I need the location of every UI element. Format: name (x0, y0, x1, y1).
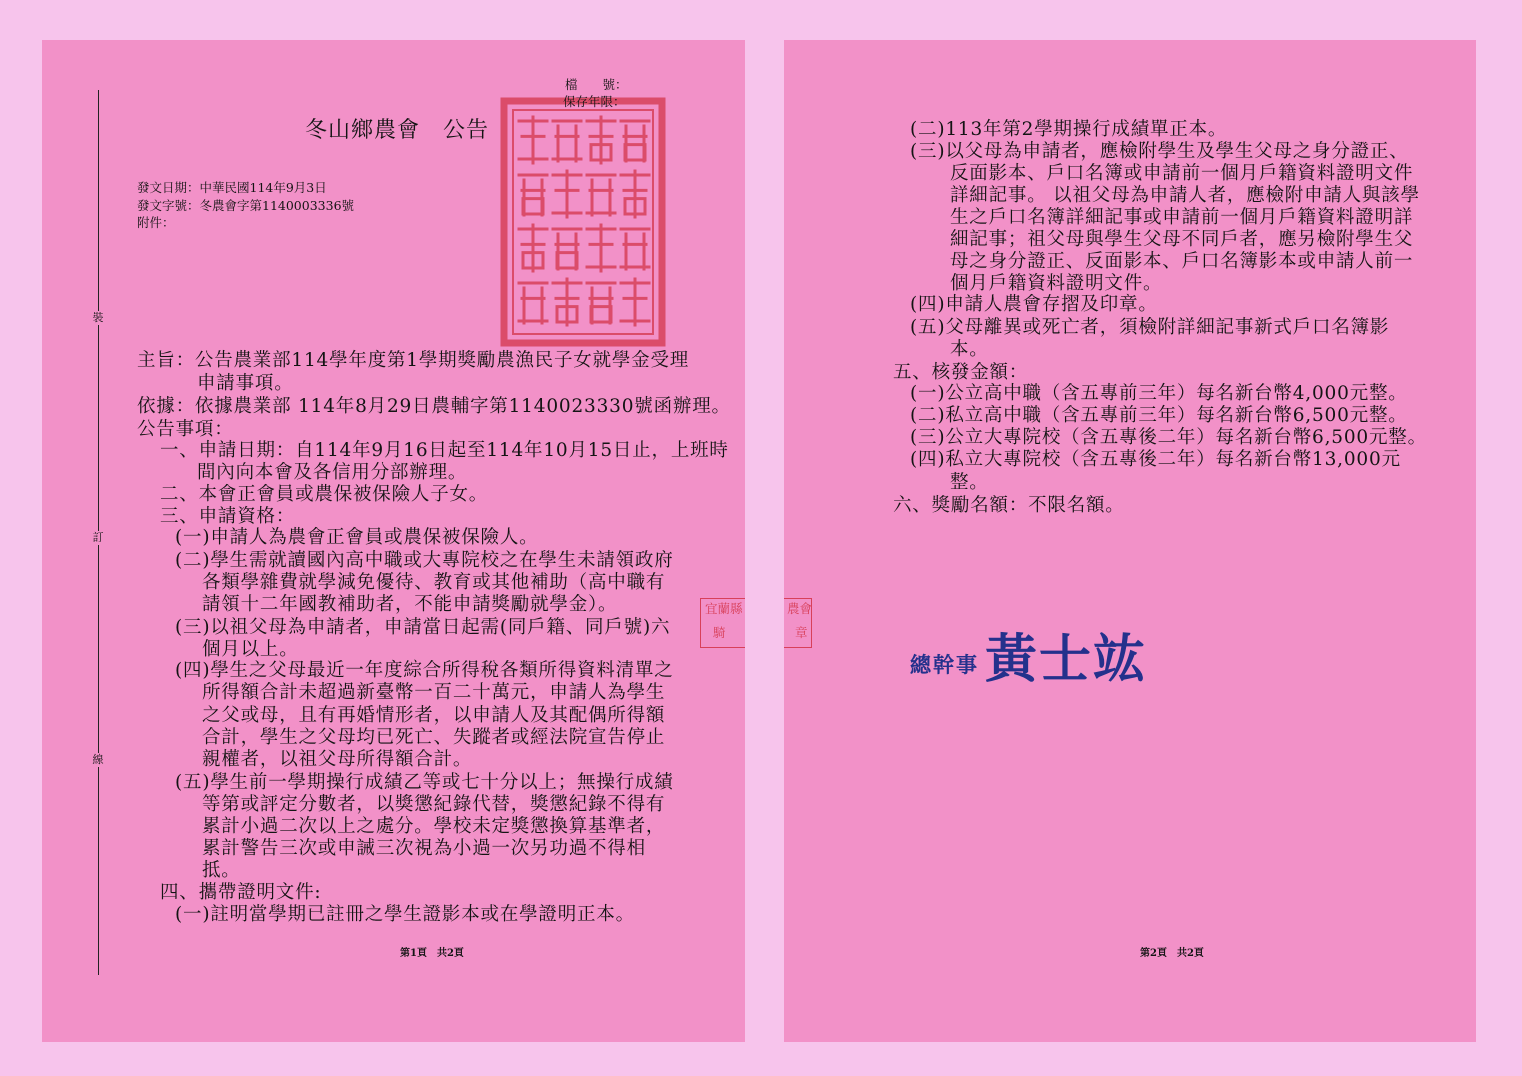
seal-glyph-stroke (519, 117, 547, 163)
qualification-3: (三)以祖父母為申請者，申請當日起需(同戶籍、同戶號)六 (175, 617, 671, 638)
amount-1: (一)公立高中職（含五專前三年）每名新台幣4,000元整。 (910, 383, 1408, 404)
amount-2: (二)私立高中職（含五專前三年）每名新台幣6,500元整。 (910, 405, 1408, 426)
item-award-quota: 六、獎勵名額：不限名額。 (893, 495, 1125, 516)
qualification-5: (五)學生前一學期操行成績乙等或七十分以上；無操行成績 (175, 772, 674, 793)
item-application-period: 間內向本會及各信用分部辦理。 (197, 462, 468, 483)
document-4: (四)申請人農會存摺及印章。 (910, 294, 1158, 315)
seam-stamp-text: 宜蘭縣 (705, 601, 743, 616)
seal-glyph-stroke (621, 279, 649, 325)
seam-stamp-left (700, 598, 745, 648)
qualification-1: (一)申請人為農會正會員或農保被保險人。 (175, 527, 539, 548)
seal-glyph-stroke (587, 225, 615, 271)
document-3: (三)以父母為申請者，應檢附學生及學生父母之身分證正、 (910, 141, 1409, 162)
binding-mark-ding: 訂 (92, 531, 104, 544)
qualification-4: 合計，學生之父母均已死亡、失蹤者或經法院宣告停止 (202, 727, 666, 748)
page-1 (42, 40, 745, 1042)
page-footer: 第2頁 共2頁 (1140, 948, 1204, 959)
qualification-3: 個月以上。 (202, 639, 299, 660)
document-3: 個月戶籍資料證明文件。 (950, 273, 1163, 294)
document-1: (一)註明當學期已註冊之學生證影本或在學證明正本。 (175, 904, 635, 925)
amount-3: (三)公立大專院校（含五專後二年）每名新台幣6,500元整。 (910, 427, 1427, 448)
seal-glyph-stroke (553, 279, 581, 325)
item-award-amount-heading: 五、核發金額： (893, 362, 1029, 383)
document-3: 反面影本、戶口名簿或申請前一個月戶籍資料證明文件 (950, 163, 1414, 184)
document-5: 本。 (950, 339, 989, 360)
amount-4: 整。 (950, 472, 989, 493)
seal-glyph-stroke (519, 283, 547, 323)
document-5: (五)父母離異或死亡者，須檢附詳細記事新式戶口名簿影 (910, 317, 1390, 338)
seal-glyph-stroke (553, 171, 581, 217)
qualification-5: 累計小過二次以上之處分。學校未定獎懲換算基準者， (202, 816, 666, 837)
qualification-4: (四)學生之父母最近一年度綜合所得稅各類所得資料清單之 (175, 660, 674, 681)
official-seal (500, 97, 666, 347)
item-qualifications-heading: 三、申請資格： (160, 506, 296, 527)
seal-glyph-stroke (553, 121, 581, 161)
retention-period-label: 保存年限： (563, 94, 626, 109)
document-2: (二)113年第2學期操行成績單正本。 (910, 119, 1228, 140)
seal-glyph-stroke (621, 121, 649, 161)
document-3: 細記事；祖父母與學生父母不同戶者，應另檢附學生父 (950, 229, 1414, 250)
document-3: 母之身分證正、反面影本、戶口名簿影本或申請人前一 (950, 251, 1414, 272)
announcement-items-heading: 公告事項： (137, 419, 234, 440)
seal-glyph-stroke (621, 229, 649, 269)
seal-glyph-stroke (587, 117, 615, 163)
binding-mark-zhuang: 裝 (92, 311, 104, 324)
basis-line: 依據：依據農業部 114年8月29日農輔字第1140023330號函辦理。 (137, 396, 731, 417)
qualification-2: 各類學雜費就學減免優待、教育或其他補助（高中職有 (202, 572, 666, 593)
seam-stamp-right (784, 598, 812, 648)
qualification-5: 抵。 (202, 860, 241, 881)
qualification-5: 等第或評定分數者，以獎懲紀錄代替，獎懲紀錄不得有 (202, 794, 666, 815)
signatory-name-stamp: 黃士竑 (985, 629, 1148, 690)
notice-title: 冬山鄉農會 公告 (305, 118, 490, 143)
seal-glyph-stroke (587, 283, 615, 323)
item-eligible-members: 二、本會正會員或農保被保險人子女。 (160, 484, 489, 505)
file-number-label: 檔 號： (565, 77, 628, 92)
subject-line: 主旨：公告農業部114學年度第1學期獎勵農漁民子女就學金受理 (137, 350, 690, 371)
issue-date: 發文日期：中華民國114年9月3日 (137, 180, 327, 195)
qualification-5: 累計警告三次或申誡三次視為小過一次另功過不得相 (202, 838, 646, 859)
seal-glyph-stroke (519, 225, 547, 271)
qualification-2: 請領十二年國教補助者，不能申請獎勵就學金）。 (202, 594, 618, 615)
seal-glyph-stroke (553, 229, 581, 269)
page-2 (784, 40, 1476, 1042)
qualification-4: 之父或母，且有再婚情形者，以申請人及其配偶所得額 (202, 705, 666, 726)
seam-stamp-text: 章 (795, 625, 808, 640)
seam-stamp-text: 農會 (787, 601, 813, 616)
document-3: 生之戶口名簿詳細記事或申請前一個月戶籍資料證明詳 (950, 207, 1414, 228)
document-number: 發文字號：冬農會字第1140003336號 (137, 198, 355, 213)
qualification-4: 親權者，以祖父母所得額合計。 (202, 749, 473, 770)
item-application-period: 一、申請日期：自114年9月16日起至114年10月15日止，上班時 (160, 440, 729, 461)
seal-glyph-stroke (519, 175, 547, 215)
subject-line: 申請事項。 (197, 373, 294, 394)
item-documents-heading: 四、攜帶證明文件: (160, 882, 322, 903)
seal-glyph-stroke (587, 175, 615, 215)
qualification-4: 所得額合計未超過新臺幣一百二十萬元，申請人為學生 (202, 682, 666, 703)
document-3: 詳細記事。 以祖父母為申請人者，應檢附申請人與該學 (950, 185, 1420, 206)
seal-glyph-stroke (621, 171, 649, 217)
qualification-2: (二)學生需就讀國內高中職或大專院校之在學生未請領政府 (175, 550, 674, 571)
page-footer: 第1頁 共2頁 (400, 948, 464, 959)
attachment-label: 附件： (137, 215, 175, 230)
seam-stamp-text: 騎 (713, 625, 726, 640)
binding-mark-xian: 線 (92, 753, 104, 766)
seal-glyphs (519, 117, 649, 325)
signatory-title-stamp: 總幹事 (910, 652, 979, 677)
amount-4: (四)私立大專院校（含五專後二年）每名新台幣13,000元 (910, 449, 1401, 470)
